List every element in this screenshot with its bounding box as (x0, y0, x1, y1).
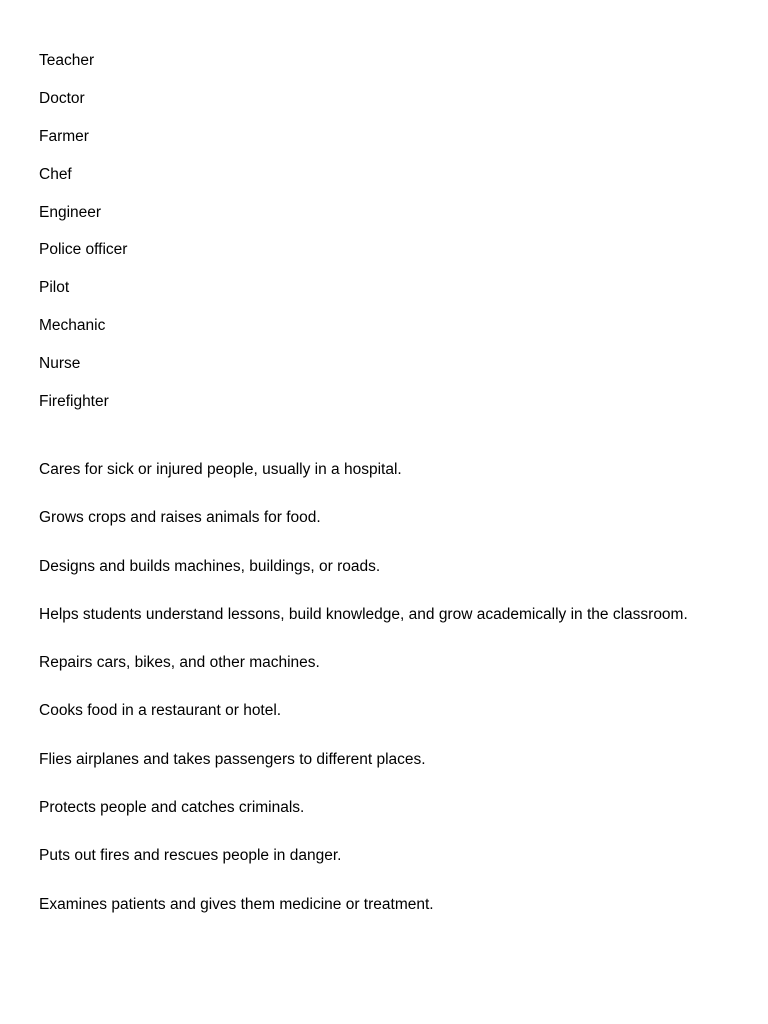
occupation-item: Teacher (39, 52, 95, 69)
description-item: Protects people and catches criminals. (39, 799, 305, 817)
description-item: Examines patients and gives them medicine or treatment. (39, 895, 434, 913)
description-item: Flies airplanes and takes passengers to different places. (39, 750, 426, 768)
occupation-item: Mechanic (39, 317, 106, 335)
description-item: Cooks food in a restaurant or hotel. (39, 702, 282, 720)
description-item: Helps students understand lessons, build knowledge, and grow academically in the classroom. (39, 605, 688, 623)
occupation-list (39, 51, 127, 430)
occupation-item: Farmer (39, 127, 89, 145)
description-item: Cares for sick or injured people, usually in a hospital. (39, 461, 402, 478)
description-list (39, 460, 688, 943)
description-item: Puts out fires and rescues people in danger. (39, 847, 342, 865)
occupation-item: Pilot (39, 279, 70, 297)
description-item: Repairs cars, bikes, and other machines. (39, 654, 320, 672)
occupation-item: Doctor (39, 89, 85, 107)
occupation-item: Chef (39, 165, 72, 183)
occupation-item: Nurse (39, 355, 81, 373)
occupation-item: Firefighter (39, 393, 109, 411)
occupation-item: Engineer (39, 203, 102, 221)
occupation-item: Police officer (39, 241, 128, 259)
description-item: Grows crops and raises animals for food. (39, 509, 321, 527)
description-item: Designs and builds machines, buildings, or roads. (39, 557, 381, 575)
